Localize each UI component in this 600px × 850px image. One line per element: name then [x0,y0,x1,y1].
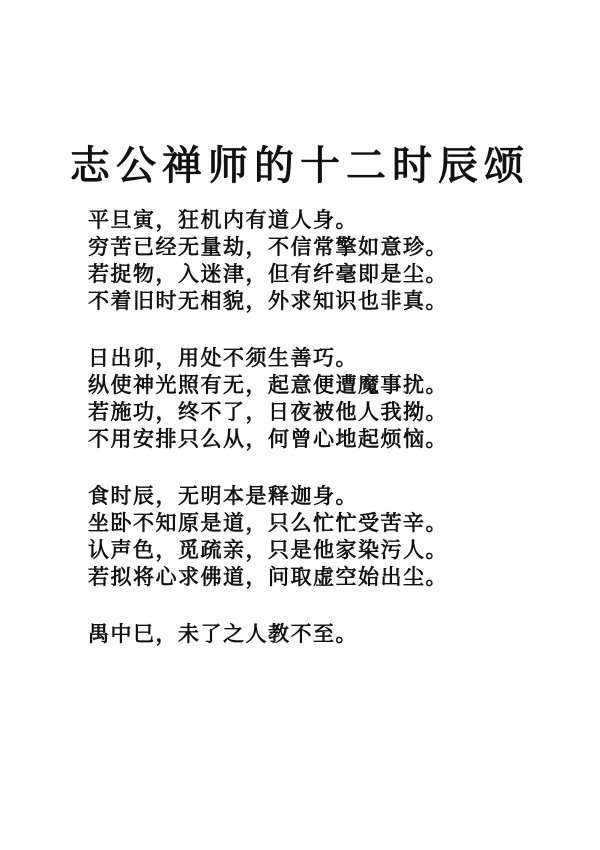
poem-line: 食时辰，无明本是释迦身。 [88,484,358,508]
poem-line: 若施功，终不了，日夜被他人我拗。 [88,400,448,424]
poem-line: 不着旧时无相貌，外求知识也非真。 [88,289,448,313]
poem-body [88,207,588,678]
stanza-1 [88,207,588,315]
stanza-3 [88,483,588,591]
poem-line: 若捉物，入迷津，但有纤毫即是尘。 [88,262,448,286]
poem-line: 不用安排只么从，何曾心地起烦恼。 [88,427,448,451]
stanza-4 [88,621,588,648]
poem-line: 穷苦已经无量劫，不信常擎如意珍。 [88,235,448,259]
poem-line: 认声色，觅疏亲，只是他家染污人。 [88,538,448,562]
poem-line: 纵使神光照有无，起意便遭魔事扰。 [88,373,448,397]
poem-line: 若拟将心求佛道，问取虚空始出尘。 [88,565,448,589]
poem-title: 志公禅师的十二时辰颂 [70,143,530,189]
poem-line: 坐卧不知原是道，只么忙忙受苦辛。 [88,511,448,535]
poem-line: 禺中巳，未了之人教不至。 [88,622,358,646]
stanza-2 [88,345,588,453]
poem-line: 平旦寅，狂机内有道人身。 [88,208,358,232]
poem-line: 日出卯，用处不须生善巧。 [88,346,358,370]
